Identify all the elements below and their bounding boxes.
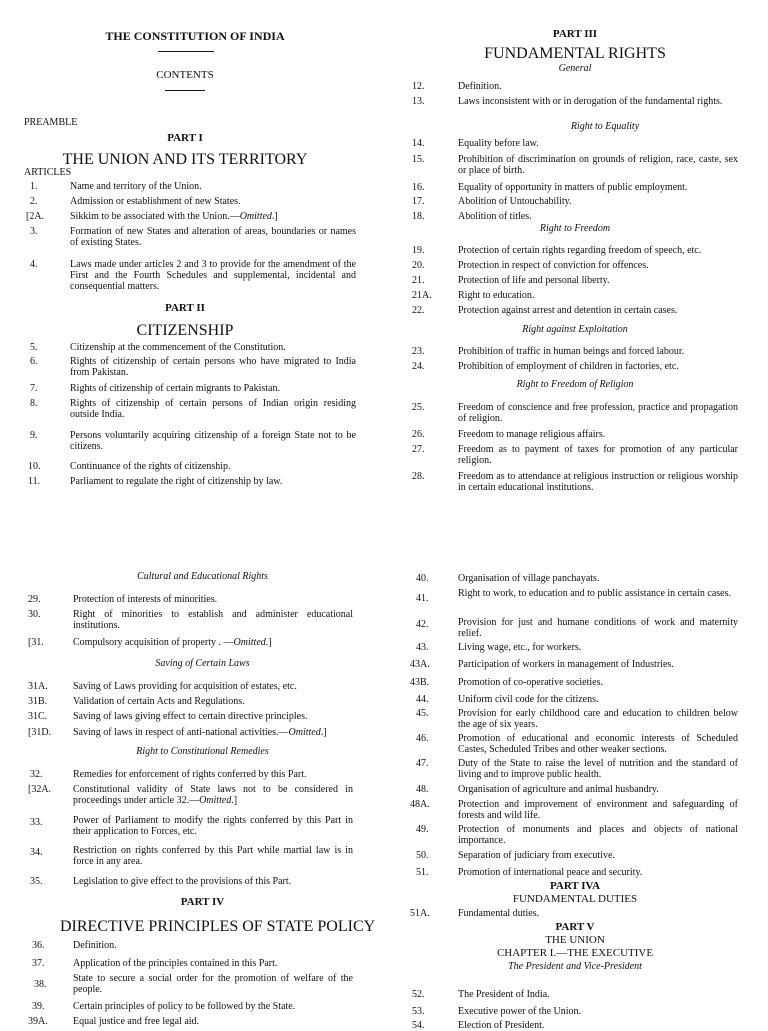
entry-number: 39A. [28, 1016, 48, 1027]
entry-text[interactable]: The President of India. [458, 989, 550, 1000]
entry-number: 2. [30, 196, 38, 207]
entry-number: 43. [416, 642, 429, 653]
heading-equality: Right to Equality [570, 121, 640, 132]
entry-text[interactable]: Protection of certain rights regarding freedom of speech, etc. [458, 245, 702, 256]
entry-number: 51. [416, 867, 429, 878]
chapter-title: CHAPTER I.—THE EXECUTIVE [496, 947, 654, 959]
entry-text[interactable]: Election of President. [458, 1020, 545, 1031]
entry-text[interactable]: Protection of interests of minorities. [73, 594, 218, 605]
part-2-label: PART II [165, 302, 205, 314]
entry-text[interactable]: Constitutional validity of State laws not to be considered in proceedings under article 32.—Omitted.] [73, 784, 353, 806]
entry-text[interactable]: Participation of workers in management of Industries. [458, 659, 674, 670]
heading-cultural: Cultural and Educational Rights [137, 571, 268, 582]
entry-number: 42. [416, 619, 429, 630]
entry-number: 51A. [410, 908, 430, 919]
entry-number: 31B. [28, 696, 48, 707]
entry-text[interactable]: Rights of citizenship of certain persons who have migrated to India from Pakistan. [70, 356, 356, 378]
entry-number: 26. [412, 429, 425, 440]
entry-number: 21. [412, 275, 425, 286]
entry-text[interactable]: Continuance of the rights of citizenship. [70, 461, 231, 472]
articles-label: ARTICLES [24, 167, 72, 178]
entry-text[interactable]: Admission or establishment of new States. [70, 196, 241, 207]
entry-text[interactable]: Prohibition of employment of children in factories, etc. [458, 361, 679, 372]
entry-text[interactable]: Organisation of agriculture and animal husbandry. [458, 784, 659, 795]
entry-text[interactable]: Protection in respect of conviction for offences. [458, 260, 649, 271]
chapter-subheading: The President and Vice-President [508, 961, 642, 972]
entry-number: 8. [30, 398, 38, 409]
entry-number: 10. [28, 461, 41, 472]
entry-text[interactable]: Right of minorities to establish and administer educational institutions. [73, 609, 353, 631]
entry-number: 48. [416, 784, 429, 795]
part-1-title: THE UNION AND ITS TERRITORY [62, 151, 308, 168]
entry-text[interactable]: Laws inconsistent with or in derogation of the fundamental rights. [458, 96, 723, 107]
entry-text[interactable]: Sikkim to be associated with the Union.—Omitted.] [70, 211, 278, 222]
heading-freedom: Right to Freedom [539, 223, 611, 234]
entry-text[interactable]: Definition. [458, 81, 502, 92]
entry-text[interactable]: Fundamental duties. [458, 908, 540, 919]
entry-text[interactable]: Remedies for enforcement of rights conferred by this Part. [73, 769, 307, 780]
entry-text[interactable]: Protection of life and personal liberty. [458, 275, 610, 286]
entry-text[interactable]: Freedom as to payment of taxes for promotion of any particular religion. [458, 444, 738, 466]
preamble-link[interactable]: PREAMBLE [24, 117, 78, 128]
entry-text[interactable]: Organisation of village panchayats. [458, 573, 600, 584]
entry-text[interactable]: Validation of certain Acts and Regulations. [73, 696, 245, 707]
part-4a-label: PART IVA [549, 880, 601, 892]
heading-saving: Saving of Certain Laws [155, 658, 250, 669]
entry-text[interactable]: Legislation to give effect to the provisions of this Part. [73, 876, 292, 887]
entry-number: 1. [30, 181, 38, 192]
entry-text[interactable]: Living wage, etc., for workers. [458, 642, 582, 653]
entry-text[interactable]: Duty of the State to raise the level of nutrition and the standard of living and to improve public health. [458, 758, 738, 780]
entry-number: 34. [30, 847, 43, 858]
part-1-label: PART I [167, 132, 203, 144]
entry-number: 35. [30, 876, 43, 887]
entry-text[interactable]: Freedom to manage religious affairs. [458, 429, 606, 440]
entry-number: 11. [28, 476, 41, 487]
entry-number: 7. [30, 383, 38, 394]
entry-text[interactable]: Prohibition of traffic in human beings and forced labour. [458, 346, 685, 357]
entry-number: 54. [412, 1020, 425, 1031]
entry-text[interactable]: State to secure a social order for the promotion of welfare of the people. [73, 973, 353, 995]
title-rule [158, 51, 214, 52]
entry-number: 43A. [410, 659, 430, 670]
part-3-label: PART III [552, 28, 598, 40]
entry-text[interactable]: Protection and improvement of environment and safeguarding of forests and wild life. [458, 799, 738, 821]
entry-number: 37. [32, 958, 45, 969]
entry-text[interactable]: Separation of judiciary from executive. [458, 850, 615, 861]
entry-text[interactable]: Abolition of titles. [458, 211, 532, 222]
entry-number: 5. [30, 342, 38, 353]
entry-number: 23. [412, 346, 425, 357]
entry-text[interactable]: Abolition of Untouchability. [458, 196, 572, 207]
entry-number: 32. [30, 769, 43, 780]
entry-number: 41. [416, 593, 429, 604]
entry-text[interactable]: Persons voluntarily acquiring citizenship of a foreign State not to be citizens. [70, 430, 356, 452]
entry-number: 31C. [28, 711, 48, 722]
entry-text[interactable]: Saving of laws in respect of anti-national activities.—Omitted.] [73, 727, 327, 738]
entry-number: 15. [412, 154, 425, 165]
entry-number: 46. [416, 733, 429, 744]
entry-number: 33. [30, 817, 43, 828]
entry-text[interactable]: Laws made under articles 2 and 3 to provide for the amendment of the First and the Fourth Schedules and supplemental, incidental and consequential matters. [70, 259, 356, 292]
contents-rule [165, 90, 205, 91]
contents-heading: CONTENTS [156, 69, 214, 81]
entry-number: 39. [32, 1001, 45, 1012]
entry-text[interactable]: Freedom of conscience and free profession, practice and propagation of religion. [458, 402, 738, 424]
part-4-title: DIRECTIVE PRINCIPLES OF STATE POLICY [60, 918, 376, 935]
entry-number: 53. [412, 1006, 425, 1017]
entry-text[interactable]: Compulsory acquisition of property . —Omitted.] [73, 637, 272, 648]
entry-text[interactable]: Name and territory of the Union. [70, 181, 202, 192]
entry-number: 13. [412, 96, 425, 107]
entry-text[interactable]: Provision for early childhood care and education to children below the age of six years. [458, 708, 738, 730]
entry-number: 19. [412, 245, 425, 256]
entry-number: 14. [412, 138, 425, 149]
entry-number: 21A. [412, 290, 432, 301]
entry-text[interactable]: Certain principles of policy to be followed by the State. [73, 1001, 296, 1012]
entry-number: 9. [30, 430, 38, 441]
entry-number: 4. [30, 259, 38, 270]
heading-religion: Right to Freedom of Religion [516, 379, 634, 390]
entry-text[interactable]: Rights of citizenship of certain migrants to Pakistan. [70, 383, 280, 394]
entry-number: 43B. [410, 677, 430, 688]
part-3-title: FUNDAMENTAL RIGHTS [484, 45, 666, 62]
entry-number: 12. [412, 81, 425, 92]
entry-number: 17. [412, 196, 425, 207]
entry-number: 25. [412, 402, 425, 413]
entry-text[interactable]: Saving of Laws providing for acquisition of estates, etc. [73, 681, 297, 692]
entry-text[interactable]: Parliament to regulate the right of citizenship by law. [70, 476, 283, 487]
entry-text[interactable]: Rights of citizenship of certain persons of Indian origin residing outside India. [70, 398, 356, 420]
entry-text[interactable]: Equal justice and free legal aid. [73, 1016, 200, 1027]
document-title: THE CONSTITUTION OF INDIA [105, 29, 285, 43]
part-4-label: PART IV [180, 896, 225, 908]
entry-text[interactable]: Protection against arrest and detention in certain cases. [458, 305, 678, 316]
entry-text[interactable]: Application of the principles contained in this Part. [73, 958, 278, 969]
entry-text[interactable]: Restriction on rights conferred by this Part while martial law is in force in any area. [73, 845, 353, 867]
entry-number: [31D. [28, 727, 52, 738]
entry-text[interactable]: Definition. [73, 940, 117, 951]
entry-number: 22. [412, 305, 425, 316]
entry-number: [32A. [28, 784, 52, 795]
entry-text[interactable]: Right to work, to education and to public assistance in certain cases. [458, 588, 731, 599]
heading-general: General [558, 63, 592, 74]
entry-number: 44. [416, 694, 429, 705]
entry-text[interactable]: Saving of laws giving effect to certain directive principles. [73, 711, 308, 722]
entry-text[interactable]: Promotion of educational and economic interests of Scheduled Castes, Scheduled Tribes and other weaker sections. [458, 733, 738, 755]
part-4a-title: FUNDAMENTAL DUTIES [512, 893, 638, 905]
entry-number: 18. [412, 211, 425, 222]
entry-number: 38. [34, 979, 47, 990]
entry-number: 36. [32, 940, 45, 951]
entry-text[interactable]: Formation of new States and alteration of areas, boundaries or names of existing States. [70, 226, 356, 248]
entry-number: 49. [416, 824, 429, 835]
entry-text[interactable]: Right to education. [458, 290, 535, 301]
entry-text[interactable]: Uniform civil code for the citizens. [458, 694, 599, 705]
heading-remedies: Right to Constitutional Remedies [136, 746, 269, 757]
entry-text[interactable]: Citizenship at the commencement of the Constitution. [70, 342, 286, 353]
entry-text[interactable]: Power of Parliament to modify the rights conferred by this Part in their application to Forces, etc. [73, 815, 353, 837]
entry-number: 20. [412, 260, 425, 271]
entry-text[interactable]: Equality before law. [458, 138, 539, 149]
entry-number: 3. [30, 226, 38, 237]
entry-number: 27. [412, 444, 425, 455]
entry-text[interactable]: Prohibition of discrimination on grounds of religion, race, caste, sex or place of birth. [458, 154, 738, 176]
entry-number: 50. [416, 850, 429, 861]
entry-number: 40. [416, 573, 429, 584]
entry-number: 29. [28, 594, 41, 605]
part-2-title: CITIZENSHIP [136, 322, 234, 339]
entry-text[interactable]: Equality of opportunity in matters of public employment. [458, 182, 688, 193]
entry-number: 16. [412, 182, 425, 193]
entry-number: 6. [30, 356, 38, 367]
heading-exploitation: Right against Exploitation [522, 324, 628, 335]
entry-number: [31. [28, 637, 44, 648]
entry-number: 48A. [410, 799, 430, 810]
entry-number: 52. [412, 989, 425, 1000]
entry-number: 31A. [28, 681, 48, 692]
entry-text[interactable]: Protection of monuments and places and objects of national importance. [458, 824, 738, 846]
part-5-label: PART V [555, 921, 595, 933]
entry-number: 24. [412, 361, 425, 372]
entry-number: 30. [28, 609, 41, 620]
entry-text[interactable]: Provision for just and humane conditions of work and maternity relief. [458, 617, 738, 639]
entry-number: 47. [416, 758, 429, 769]
part-5-title: THE UNION [545, 934, 605, 946]
entry-text[interactable]: Promotion of co-operative societies. [458, 677, 603, 688]
entry-text[interactable]: Freedom as to attendance at religious instruction or religious worship in certain educational institutions. [458, 471, 738, 493]
entry-number: [2A. [26, 211, 45, 222]
entry-text[interactable]: Promotion of international peace and security. [458, 867, 643, 878]
entry-number: 45. [416, 708, 429, 719]
entry-number: 28. [412, 471, 425, 482]
entry-text[interactable]: Executive power of the Union. [458, 1006, 582, 1017]
